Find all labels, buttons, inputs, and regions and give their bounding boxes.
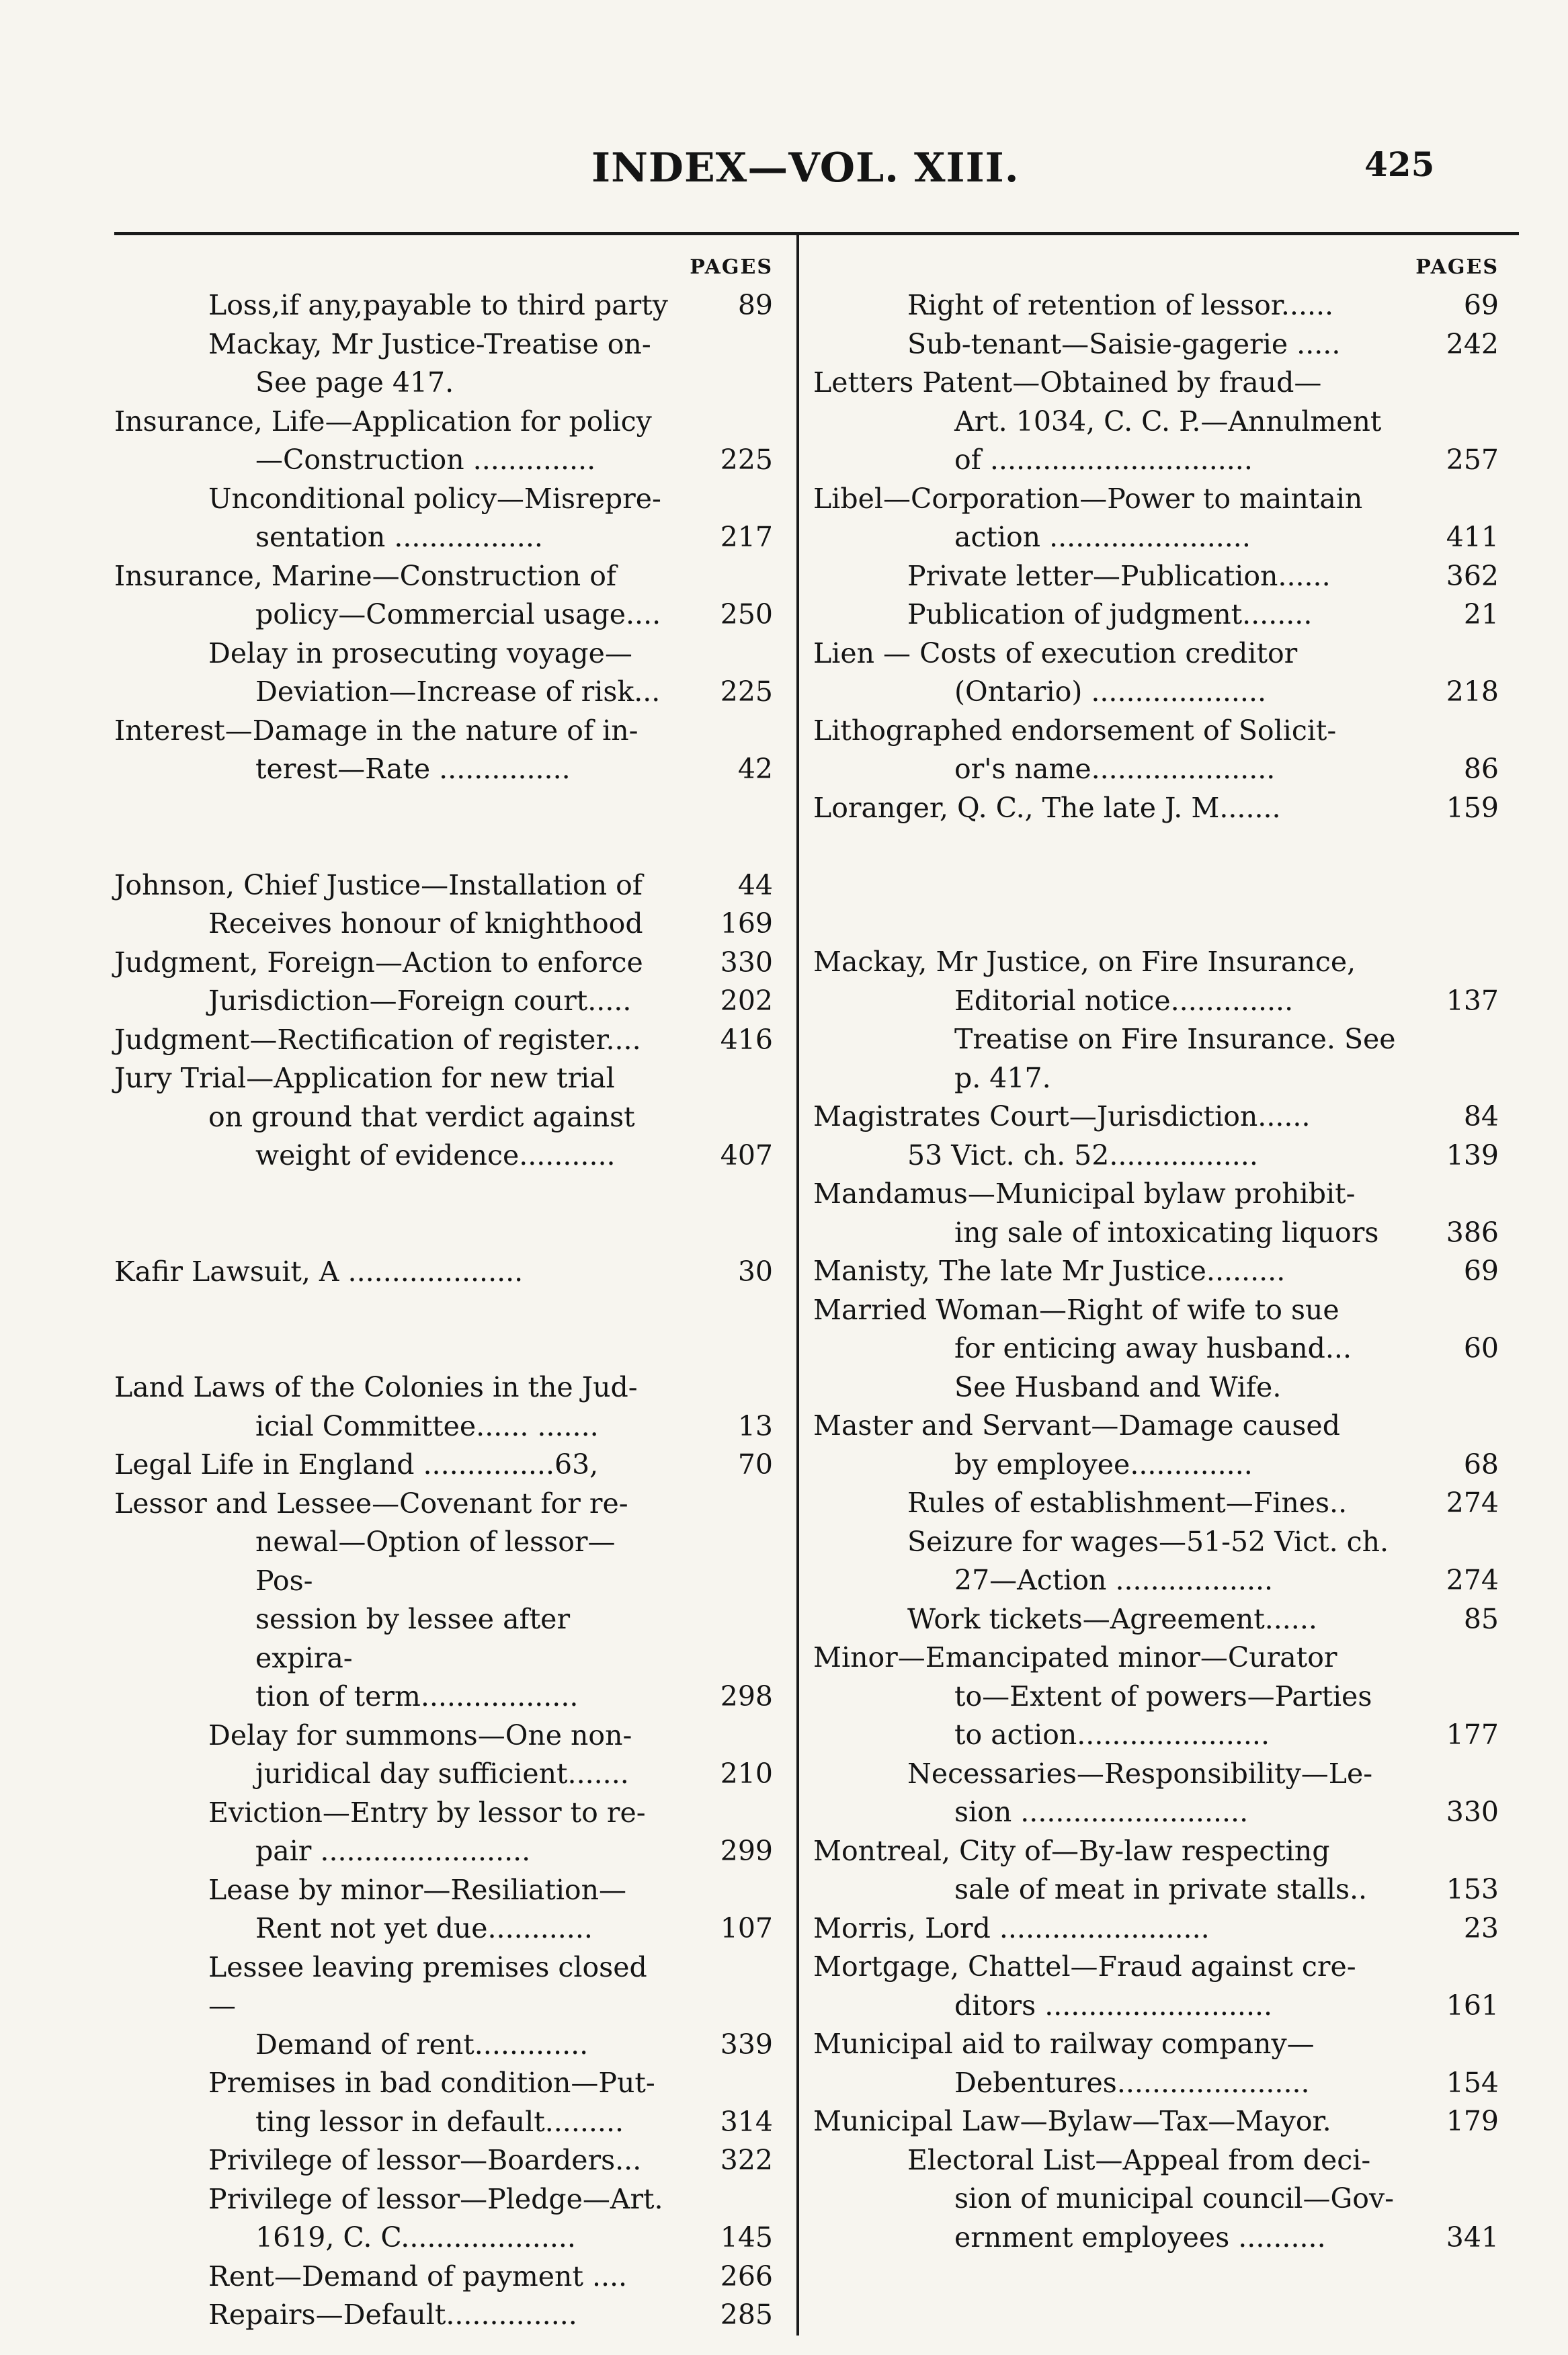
index-entry bbox=[114, 2103, 780, 2142]
index-entry-page: 68 bbox=[1463, 1448, 1499, 1481]
index-entry-page: 161 bbox=[1446, 1989, 1499, 2022]
index-entry-text: Deviation—Increase of risk... bbox=[255, 675, 661, 708]
index-entry-text: Electoral List—Appeal from deci- bbox=[907, 2143, 1371, 2176]
index-entry-text: Jury Trial—Application for new trial bbox=[114, 1062, 615, 1094]
index-entry bbox=[813, 1368, 1519, 1407]
index-entry-text: Land Laws of the Colonies in the Jud- bbox=[114, 1371, 638, 1403]
index-entry-text: sion of municipal council—Gov- bbox=[954, 2182, 1394, 2215]
index-entry bbox=[114, 2258, 780, 2297]
index-entry-page: 202 bbox=[720, 985, 773, 1017]
index-entry bbox=[114, 2296, 780, 2335]
index-entry-text: Publication of judgment........ bbox=[907, 598, 1313, 630]
index-entry-text: for enticing away husband... bbox=[954, 1332, 1352, 1364]
index-entry-text: icial Committee...... ....... bbox=[255, 1409, 599, 1442]
index-entry-page: 21 bbox=[1463, 598, 1499, 630]
index-entry bbox=[114, 1021, 780, 1060]
index-entry-text: Art. 1034, C. C. P.—Annulment bbox=[954, 405, 1382, 438]
index-entry bbox=[813, 1755, 1519, 1794]
index-entry-page: 330 bbox=[1446, 1796, 1499, 1828]
index-entry-page: 179 bbox=[1446, 2105, 1499, 2137]
index-entry bbox=[813, 1214, 1519, 1253]
index-entry bbox=[813, 1252, 1519, 1291]
index-entry bbox=[813, 1639, 1519, 1678]
index-entry-text: Mackay, Mr Justice-Treatise on- bbox=[208, 327, 651, 360]
index-entry-text: Judgment, Foreign—Action to enforce bbox=[114, 946, 643, 979]
index-entry bbox=[114, 1948, 780, 2026]
index-entry bbox=[114, 1059, 780, 1098]
index-entry-page: 85 bbox=[1463, 1602, 1499, 1635]
index-entry bbox=[114, 1523, 780, 1600]
index-entry-text: Right of retention of lessor...... bbox=[907, 289, 1334, 321]
index-entry bbox=[813, 1716, 1519, 1755]
right-entry-list bbox=[813, 286, 1519, 2257]
index-entry bbox=[813, 1832, 1519, 1871]
index-entry-page: 159 bbox=[1446, 791, 1499, 824]
index-entry-text: Judgment—Rectification of register.... bbox=[114, 1023, 641, 1056]
index-entry-page: 69 bbox=[1463, 1255, 1499, 1287]
index-entry-page: 250 bbox=[720, 598, 773, 630]
index-entry-text: 53 Vict. ch. 52................. bbox=[907, 1139, 1258, 1171]
index-entry bbox=[813, 557, 1519, 596]
index-entry-text: Kafir Lawsuit, A .................... bbox=[114, 1255, 524, 1288]
index-entry bbox=[813, 286, 1519, 325]
index-entry-page: 139 bbox=[1446, 1139, 1499, 1171]
index-entry-page: 362 bbox=[1446, 559, 1499, 592]
index-entry bbox=[114, 905, 780, 944]
index-entry bbox=[114, 286, 780, 325]
index-entry bbox=[813, 982, 1519, 1021]
index-entry bbox=[114, 1407, 780, 1446]
index-entry bbox=[114, 1717, 780, 1755]
index-entry bbox=[813, 1909, 1519, 1948]
index-entry-text: to action...................... bbox=[954, 1719, 1270, 1751]
index-entry bbox=[813, 712, 1519, 751]
index-entry-text: Montreal, City of—By-law respecting bbox=[813, 1834, 1330, 1867]
index-entry-text: Unconditional policy—Misrepre- bbox=[208, 482, 661, 515]
index-entry-text: Lease by minor—Resiliation— bbox=[208, 1873, 627, 1906]
section-gap bbox=[114, 789, 780, 866]
index-entry-text: Libel—Corporation—Power to maintain bbox=[813, 482, 1363, 515]
index-entry-text: Necessaries—Responsibility—Le- bbox=[907, 1757, 1373, 1790]
index-entry-text: Letters Patent—Obtained by fraud— bbox=[813, 366, 1322, 399]
index-entry-text: ernment employees .......... bbox=[954, 2221, 1326, 2254]
index-entry bbox=[813, 1523, 1519, 1562]
index-entry-page: 84 bbox=[1463, 1100, 1499, 1132]
index-entry bbox=[813, 1484, 1519, 1523]
index-entry-page: 411 bbox=[1446, 521, 1499, 553]
index-entry-text: Municipal aid to railway company— bbox=[813, 2028, 1315, 2060]
index-entry bbox=[114, 1368, 780, 1407]
index-entry-page: 210 bbox=[720, 1758, 773, 1790]
index-entry bbox=[813, 1987, 1519, 2026]
index-entry bbox=[813, 518, 1519, 557]
index-entry-text: Repairs—Default............... bbox=[208, 2299, 577, 2331]
index-entry-text: Rules of establishment—Fines.. bbox=[907, 1487, 1348, 1519]
index-entry-text: —Construction .............. bbox=[255, 444, 596, 476]
index-entry-page: 44 bbox=[737, 868, 773, 901]
index-entry-text: ing sale of intoxicating liquors bbox=[954, 1216, 1379, 1249]
section-gap bbox=[114, 1291, 780, 1368]
index-entry-text: Municipal Law—Bylaw—Tax—Mayor. bbox=[813, 2105, 1331, 2137]
index-entry-page: 89 bbox=[737, 289, 773, 321]
index-entry bbox=[114, 2026, 780, 2065]
index-entry-page: 225 bbox=[720, 444, 773, 476]
index-entry-text: Seizure for wages—51-52 Vict. ch. bbox=[907, 1525, 1389, 1558]
index-entry-text: ditors .......................... bbox=[954, 1989, 1273, 2022]
index-entry-page: 13 bbox=[737, 1409, 773, 1442]
index-entry-text: Rent—Demand of payment .... bbox=[208, 2260, 628, 2292]
index-entry bbox=[114, 480, 780, 519]
index-entry-text: Interest—Damage in the nature of in- bbox=[114, 714, 638, 747]
index-entry bbox=[813, 1291, 1519, 1330]
index-entry-text: session by lessee after expira- bbox=[255, 1603, 571, 1674]
index-entry-page: 407 bbox=[720, 1139, 773, 1171]
index-entry-text: Loranger, Q. C., The late J. M....... bbox=[813, 791, 1281, 824]
index-entry bbox=[114, 403, 780, 442]
index-entry bbox=[114, 441, 780, 480]
section-gap bbox=[813, 827, 1519, 943]
index-entry bbox=[114, 750, 780, 789]
index-entry bbox=[114, 1832, 780, 1871]
index-entry-page: 69 bbox=[1463, 289, 1499, 321]
index-entry-text: terest—Rate ............... bbox=[255, 753, 571, 785]
index-entry-text: p. 417. bbox=[954, 1061, 1051, 1094]
index-entry bbox=[114, 2064, 780, 2103]
index-entry bbox=[813, 1561, 1519, 1600]
index-entry bbox=[114, 2219, 780, 2258]
index-entry-text: Receives honour of knighthood bbox=[208, 907, 643, 940]
index-entry-text: Mortgage, Chattel—Fraud against cre- bbox=[813, 1950, 1356, 1983]
index-entry-text: Editorial notice.............. bbox=[954, 984, 1294, 1017]
index-entry bbox=[813, 2064, 1519, 2103]
index-entry-text: Privilege of lessor—Boarders... bbox=[208, 2144, 642, 2176]
index-entry-text: of .............................. bbox=[954, 444, 1253, 476]
index-entry bbox=[114, 364, 780, 403]
index-entry-page: 266 bbox=[720, 2260, 773, 2292]
index-entry bbox=[813, 1678, 1519, 1717]
page-title: INDEX—VOL. XIII. bbox=[591, 144, 1020, 192]
index-entry-text: Minor—Emancipated minor—Curator bbox=[813, 1641, 1337, 1674]
index-entry-page: 145 bbox=[720, 2221, 773, 2254]
index-entry-page: 242 bbox=[1446, 327, 1499, 360]
index-entry-page: 154 bbox=[1446, 2066, 1499, 2099]
index-entry-text: Rent not yet due............ bbox=[255, 1912, 593, 1944]
index-entry-text: pair ........................ bbox=[255, 1835, 531, 1867]
index-entry bbox=[813, 595, 1519, 634]
index-entry-text: Lithographed endorsement of Solicit- bbox=[813, 714, 1337, 747]
index-entry-text: Lessee leaving premises closed— bbox=[208, 1950, 647, 2022]
index-entry-text: Privilege of lessor—Pledge—Art. bbox=[208, 2182, 663, 2215]
index-entry-page: 299 bbox=[720, 1835, 773, 1867]
index-entry bbox=[813, 789, 1519, 828]
index-entry-text: Johnson, Chief Justice—Installation of bbox=[114, 868, 643, 901]
index-entry-text: newal—Option of lessor—Pos- bbox=[255, 1526, 616, 1597]
index-entry bbox=[114, 1098, 780, 1137]
left-entry-list bbox=[114, 286, 780, 2335]
index-entry bbox=[813, 364, 1519, 403]
index-entry bbox=[114, 1253, 780, 1292]
index-entry-text: Morris, Lord ........................ bbox=[813, 1911, 1210, 1944]
page-number: 425 bbox=[1364, 144, 1435, 184]
index-entry bbox=[813, 1329, 1519, 1368]
index-entry-text: weight of evidence........... bbox=[255, 1139, 616, 1171]
index-entry-page: 341 bbox=[1446, 2221, 1499, 2254]
index-entry-page: 107 bbox=[720, 1912, 773, 1944]
index-entry bbox=[813, 673, 1519, 712]
index-entry-page: 330 bbox=[720, 946, 773, 979]
index-entry-page: 30 bbox=[737, 1255, 773, 1288]
index-entry bbox=[813, 1793, 1519, 1832]
index-entry-page: 86 bbox=[1463, 753, 1499, 785]
section-gap bbox=[114, 1175, 780, 1253]
column-divider bbox=[796, 232, 799, 2336]
pages-label-left: PAGES bbox=[690, 255, 773, 279]
index-entry-text: to—Extent of powers—Parties bbox=[954, 1680, 1372, 1712]
index-entry bbox=[114, 1794, 780, 1833]
index-entry-text: Lessor and Lessee—Covenant for re- bbox=[114, 1487, 628, 1520]
index-entry-page: 177 bbox=[1446, 1719, 1499, 1751]
index-entry bbox=[813, 1948, 1519, 1987]
index-entry bbox=[114, 944, 780, 983]
index-entry bbox=[114, 2180, 780, 2219]
index-entry-page: 137 bbox=[1446, 984, 1499, 1017]
index-entry-text: Demand of rent............. bbox=[255, 2028, 589, 2061]
index-entry-text: policy—Commercial usage.... bbox=[255, 598, 661, 630]
index-entry-text: or's name..................... bbox=[954, 753, 1276, 785]
index-entry-page: 225 bbox=[720, 675, 773, 708]
index-entry-text: sentation ................. bbox=[255, 521, 543, 553]
index-entry bbox=[114, 1485, 780, 1524]
index-entry-text: Magistrates Court—Jurisdiction...... bbox=[813, 1100, 1311, 1132]
index-entry-text: ting lessor in default......... bbox=[255, 2105, 624, 2138]
index-entry bbox=[813, 634, 1519, 673]
index-entry bbox=[813, 2219, 1519, 2258]
index-entry-text: Lien — Costs of execution creditor bbox=[813, 636, 1298, 669]
index-entry-text: See Husband and Wife. bbox=[954, 1370, 1282, 1403]
index-entry-text: Work tickets—Agreement...... bbox=[907, 1602, 1317, 1635]
index-entry-text: 1619, C. C.................... bbox=[255, 2221, 576, 2254]
index-entry-page: 314 bbox=[720, 2105, 773, 2138]
index-entry bbox=[114, 2141, 780, 2180]
index-entry bbox=[114, 557, 780, 596]
index-entry-page: 218 bbox=[1446, 675, 1499, 708]
index-entry-page: 60 bbox=[1463, 1332, 1499, 1364]
index-entry bbox=[813, 750, 1519, 789]
index-entry-text: Master and Servant—Damage caused bbox=[813, 1409, 1340, 1442]
index-entry-text: action ....................... bbox=[954, 521, 1251, 553]
index-entry bbox=[813, 2025, 1519, 2064]
index-entry bbox=[114, 1137, 780, 1175]
left-column bbox=[114, 249, 780, 2335]
index-entry bbox=[813, 1600, 1519, 1639]
index-entry-text: Premises in bad condition—Put- bbox=[208, 2067, 655, 2099]
index-entry-text: Mackay, Mr Justice, on Fire Insurance, bbox=[813, 946, 1356, 978]
index-entry-text: juridical day sufficient....... bbox=[255, 1758, 629, 1790]
index-entry bbox=[114, 1600, 780, 1678]
index-entry-text: sion .......................... bbox=[954, 1796, 1249, 1828]
index-entry-text: 27—Action .................. bbox=[954, 1564, 1274, 1596]
index-entry-text: Treatise on Fire Insurance. See bbox=[954, 1023, 1396, 1055]
index-entry-page: 416 bbox=[720, 1023, 773, 1056]
index-entry bbox=[114, 866, 780, 905]
index-entry-text: Delay in prosecuting voyage— bbox=[208, 636, 632, 669]
index-entry-text: Sub-tenant—Saisie-gagerie ..... bbox=[907, 327, 1341, 360]
pages-label-right: PAGES bbox=[1415, 255, 1499, 279]
index-entry-page: 339 bbox=[720, 2028, 773, 2061]
index-entry bbox=[114, 595, 780, 634]
index-entry bbox=[813, 403, 1519, 442]
index-entry-text: Debentures...................... bbox=[954, 2066, 1310, 2099]
index-entry-text: Jurisdiction—Foreign court..... bbox=[208, 985, 632, 1017]
index-entry-text: by employee.............. bbox=[954, 1448, 1253, 1481]
index-entry-page: 274 bbox=[1446, 1564, 1499, 1596]
index-entry-text: Insurance, Life—Application for policy bbox=[114, 405, 652, 438]
index-entry bbox=[114, 1678, 780, 1717]
index-entry-page: 386 bbox=[1446, 1216, 1499, 1249]
index-entry-page: 153 bbox=[1446, 1873, 1499, 1905]
index-entry-page: 42 bbox=[737, 753, 773, 785]
index-entry bbox=[813, 441, 1519, 480]
index-entry bbox=[114, 325, 780, 364]
index-entry bbox=[813, 2102, 1519, 2141]
index-entry-text: Loss,if any,payable to third party bbox=[208, 289, 668, 321]
header-rule bbox=[114, 232, 1519, 235]
index-entry-text: Insurance, Marine—Construction of bbox=[114, 559, 617, 592]
index-entry bbox=[813, 943, 1519, 982]
index-entry bbox=[114, 982, 780, 1021]
index-entry bbox=[813, 325, 1519, 364]
index-entry bbox=[813, 1059, 1519, 1098]
index-entry-page: 298 bbox=[720, 1680, 773, 1712]
index-entry bbox=[114, 1755, 780, 1794]
index-entry-page: 169 bbox=[720, 907, 773, 940]
index-entry-text: Legal Life in England ...............63, bbox=[114, 1448, 599, 1481]
index-entry-text: on ground that verdict against bbox=[208, 1100, 635, 1133]
index-entry bbox=[813, 1098, 1519, 1137]
index-entry bbox=[813, 1137, 1519, 1175]
index-entry bbox=[114, 1909, 780, 1948]
index-entry-text: Private letter—Publication...... bbox=[907, 559, 1331, 592]
index-entry bbox=[813, 1020, 1519, 1059]
index-entry bbox=[114, 1446, 780, 1485]
index-entry bbox=[813, 1446, 1519, 1485]
index-entry-text: (Ontario) .................... bbox=[954, 675, 1267, 708]
index-entry bbox=[813, 2141, 1519, 2180]
index-entry bbox=[114, 634, 780, 673]
index-entry bbox=[114, 518, 780, 557]
index-entry-text: See page 417. bbox=[255, 366, 454, 399]
index-entry-page: 322 bbox=[720, 2144, 773, 2176]
index-entry bbox=[813, 1407, 1519, 1446]
index-entry-text: Mandamus—Municipal bylaw prohibit- bbox=[813, 1178, 1356, 1210]
index-entry bbox=[114, 712, 780, 751]
index-entry-text: tion of term.................. bbox=[255, 1680, 579, 1712]
index-entry bbox=[813, 480, 1519, 519]
index-entry-page: 217 bbox=[720, 521, 773, 553]
index-entry bbox=[114, 673, 780, 712]
index-entry-text: sale of meat in private stalls.. bbox=[954, 1873, 1368, 1905]
index-entry-text: Delay for summons—One non- bbox=[208, 1719, 632, 1751]
index-entry bbox=[813, 1870, 1519, 1909]
index-entry bbox=[813, 2180, 1519, 2219]
index-entry bbox=[114, 1871, 780, 1910]
right-column bbox=[813, 249, 1519, 2257]
index-entry-page: 70 bbox=[737, 1448, 773, 1481]
index-entry-page: 285 bbox=[720, 2299, 773, 2331]
index-entry-page: 257 bbox=[1446, 444, 1499, 476]
index-entry-text: Married Woman—Right of wife to sue bbox=[813, 1293, 1339, 1326]
index-entry-page: 23 bbox=[1463, 1911, 1499, 1944]
index-entry-text: Eviction—Entry by lessor to re- bbox=[208, 1796, 646, 1829]
index-entry bbox=[813, 1175, 1519, 1214]
index-entry-page: 274 bbox=[1446, 1487, 1499, 1519]
index-entry-text: Manisty, The late Mr Justice......... bbox=[813, 1255, 1286, 1287]
